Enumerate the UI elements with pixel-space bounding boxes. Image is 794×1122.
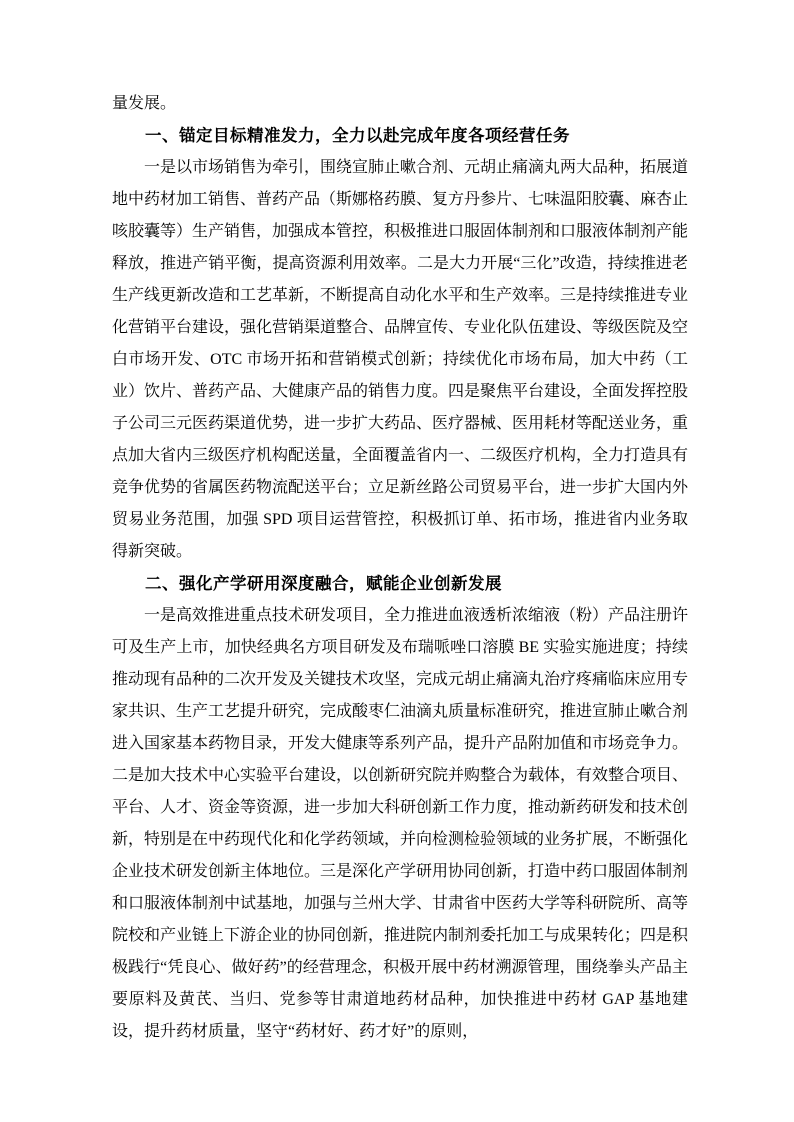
section-2-paragraph: 一是高效推进重点技术研发项目，全力推进血液透析浓缩液（粉）产品注册许可及生产上市，加快经典名方项目研发及布瑞哌唑口溶膜 BE 实验实施进度；持续推动现有品种的二次开发及关键技术攻坚，完成元胡止痛滴丸治疗疼痛临床应用专家共识、生产工艺提升研究，完成酸枣仁油滴丸质量标准研究，推进宣肺止嗽合剂进入国家基本药物目录，开发大健康等系列产品，提升产品附加值和市场竞争力。二是加大技术中心实验平台建设，以创新研究院并购整合为载体，有效整合项目、平台、人才、资金等资源，进一步加大科研创新工作力度，推动新药研发和技术创新，特别是在中药现代化和化学药领域，并向检测检验领域的业务扩展，不断强化企业技术研发创新主体地位。三是深化产学研用协同创新，打造中药口服固体制剂和口服液体制剂中试基地，加强与兰州大学、甘肃省中医药大学等科研院所、高等院校和产业链上下游企业的协同创新，推进院内制剂委托加工与成果转化；四是积极践行“凭良心、做好药”的经营理念，积极开展中药材溯源管理，围绕拳头产品主要原料及黄芪、当归、党参等甘肃道地药材品种，加快推进中药材 GAP 基地建设，提升药材质量，坚守“药材好、药才好”的原则， bbox=[112, 607, 689, 1040]
section-1-heading: 一、锚定目标精准发力，全力以赴完成年度各项经营任务 bbox=[145, 126, 570, 145]
document-text-block bbox=[112, 88, 688, 1048]
section-2-heading: 二、强化产学研用深度融合，赋能企业创新发展 bbox=[145, 574, 502, 593]
section-1-paragraph: 一是以市场销售为牵引，围绕宣肺止嗽合剂、元胡止痛滴丸两大品种，拓展道地中药材加工销售、普药产品（斯娜格药膜、复方丹参片、七味温阳胶囊、麻杏止咳胶囊等）生产销售，加强成本管控，积极推进口服固体制剂和口服液体制剂产能释放，推进产销平衡，提高资源利用效率。二是大力开展“三化”改造，持续推进老生产线更新改造和工艺革新，不断提高自动化水平和生产效率。三是持续推进专业化营销平台建设，强化营销渠道整合、品牌宣传、专业化队伍建设、等级医院及空白市场开发、OTC 市场开拓和营销模式创新；持续优化市场布局，加大中药（工业）饮片、普药产品、大健康产品的销售力度。四是聚焦平台建设，全面发挥控股子公司三元医药渠道优势，进一步扩大药品、医疗器械、医用耗材等配送业务，重点加大省内三级医疗机构配送量，全面覆盖省内一、二级医疗机构，全力打造具有竞争优势的省属医药物流配送平台；立足新丝路公司贸易平台，进一步扩大国内外贸易业务范围，加强 SPD 项目运营管控，积极抓订单、拓市场，推进省内业务取得新突破。 bbox=[112, 159, 689, 560]
paragraph-continuation: 量发展。 bbox=[112, 95, 177, 112]
